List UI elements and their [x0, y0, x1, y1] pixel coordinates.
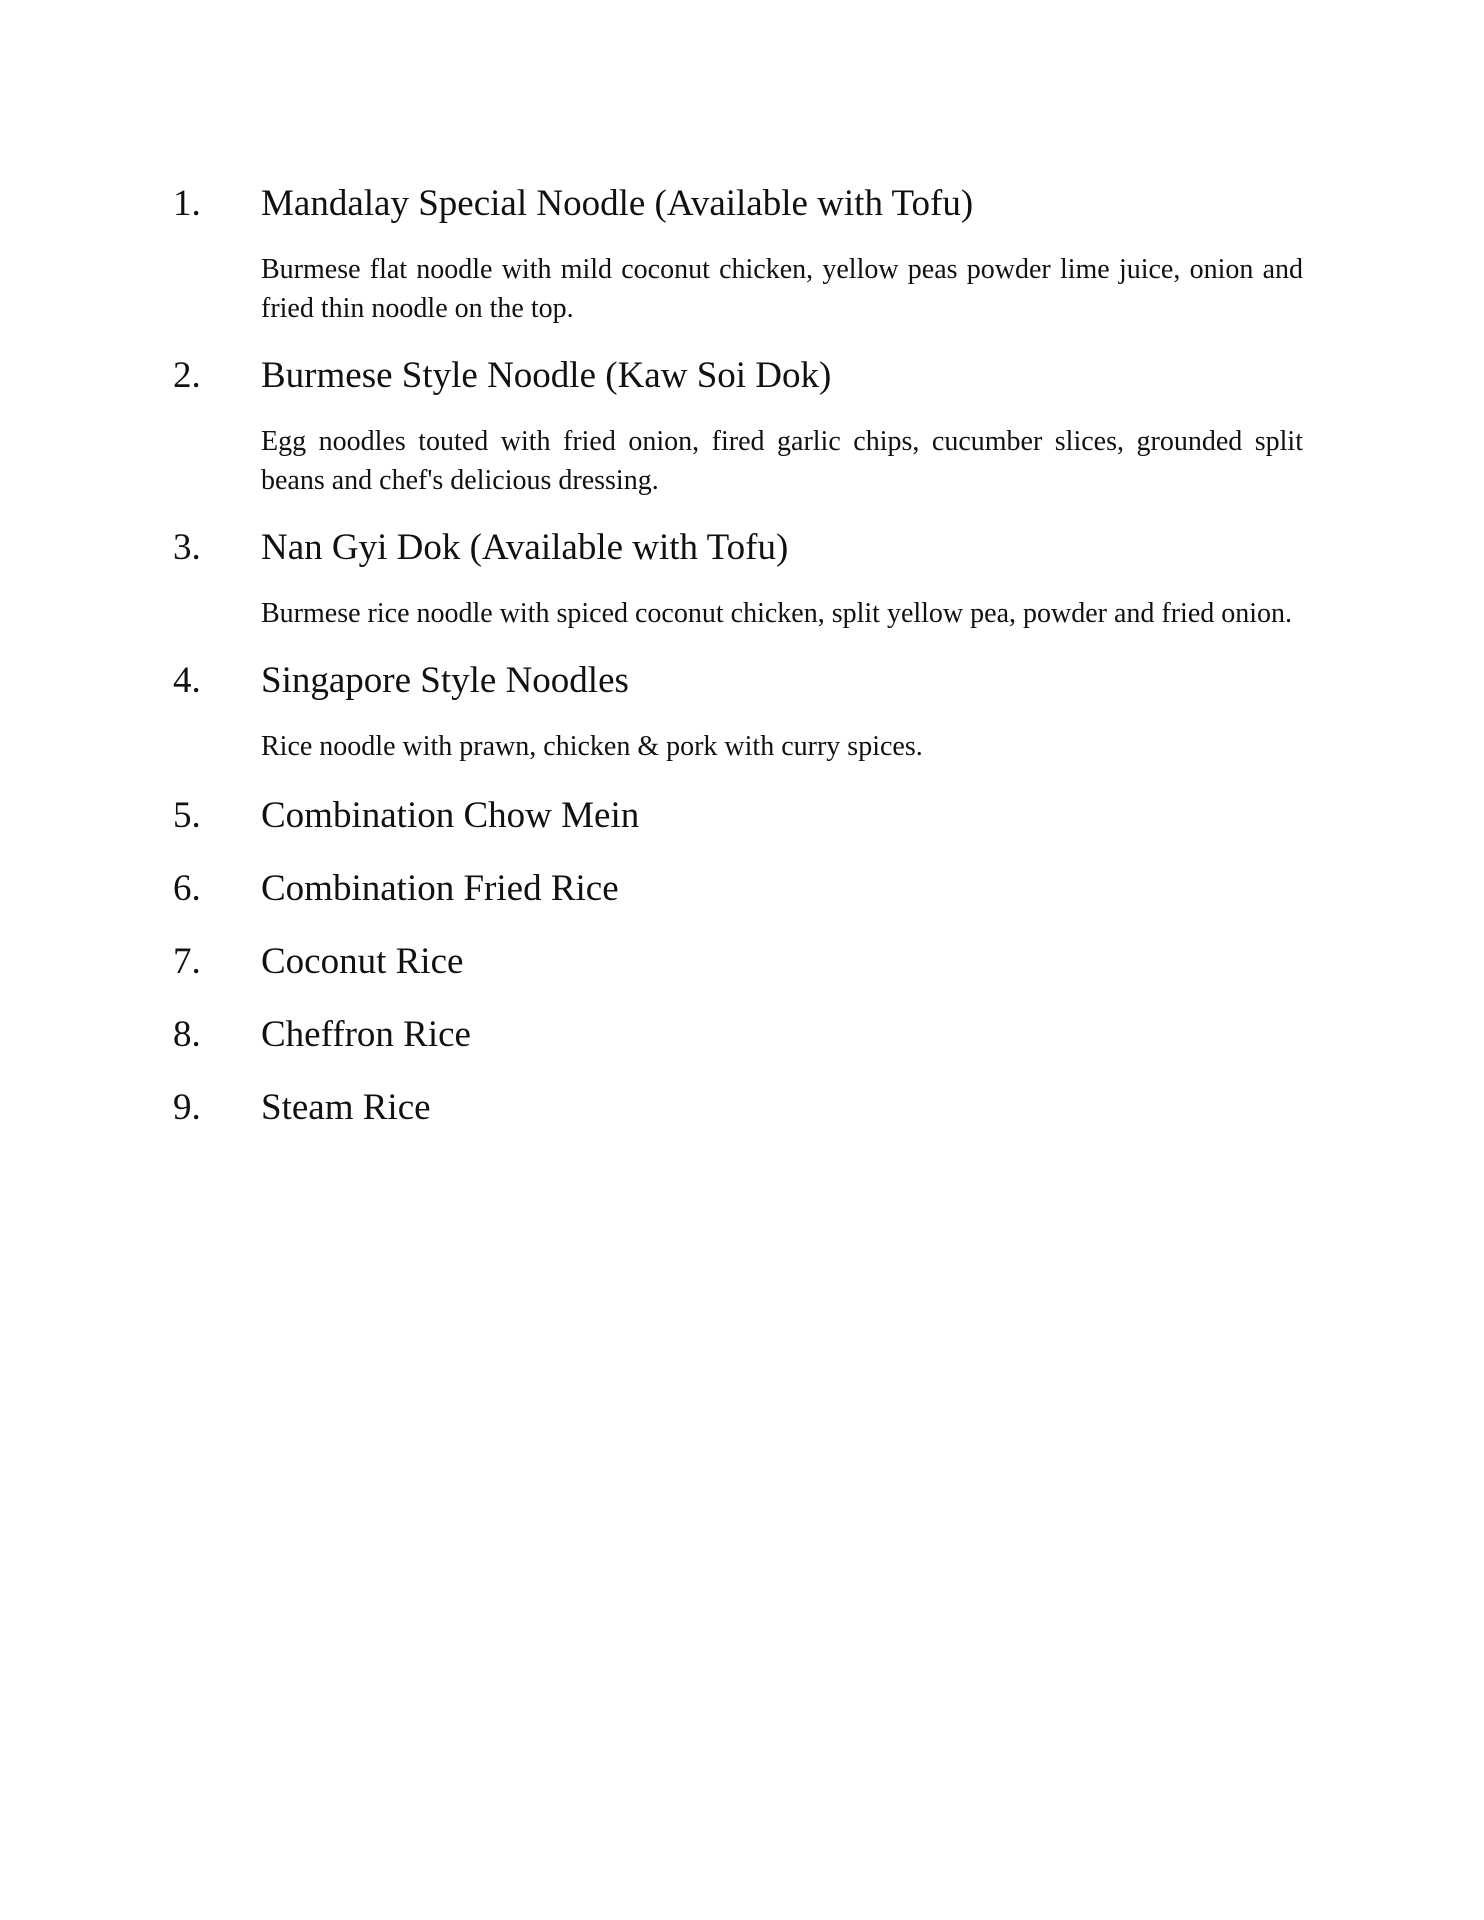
menu-item-title: Combination Fried Rice — [261, 868, 619, 909]
menu-item — [173, 354, 1303, 500]
menu-item-heading — [173, 659, 1303, 703]
menu-item-number: 6. — [173, 868, 201, 909]
menu-item — [173, 659, 1303, 766]
menu-item-heading — [173, 1086, 1303, 1130]
menu-item-title: Combination Chow Mein — [261, 795, 640, 836]
menu-item — [173, 526, 1303, 633]
menu-item-heading — [173, 794, 1303, 838]
menu-item — [173, 1086, 1303, 1130]
menu-item-number: 4. — [173, 660, 201, 701]
menu-item-title: Mandalay Special Noodle (Available with Tofu) — [261, 183, 974, 224]
menu-item — [173, 867, 1303, 911]
menu-item-description: Rice noodle with prawn, chicken & pork with curry spices. — [261, 731, 923, 762]
menu-item-number: 5. — [173, 795, 201, 836]
menu-item — [173, 182, 1303, 328]
menu-item — [173, 1013, 1303, 1057]
menu-item-title: Steam Rice — [261, 1087, 431, 1128]
menu-item-title: Coconut Rice — [261, 941, 464, 982]
menu-list — [173, 182, 1303, 1159]
menu-item-heading — [173, 1013, 1303, 1057]
menu-item — [173, 940, 1303, 984]
menu-item-description: Burmese rice noodle with spiced coconut chicken, split yellow pea, powder and fried onion. — [261, 598, 1293, 629]
menu-item-number: 2. — [173, 355, 201, 396]
menu-item-heading — [173, 867, 1303, 911]
menu-item-description: Burmese flat noodle with mild coconut chicken, yellow peas powder lime juice, onion and fried thin noodle on the top. — [261, 254, 1303, 324]
menu-item-heading — [173, 940, 1303, 984]
menu-item-heading — [173, 182, 1303, 226]
menu-item-number: 1. — [173, 183, 201, 224]
menu-item-title: Cheffron Rice — [261, 1014, 471, 1055]
menu-item-title: Burmese Style Noodle (Kaw Soi Dok) — [261, 355, 832, 396]
menu-item — [173, 794, 1303, 838]
menu-item-number: 9. — [173, 1087, 201, 1128]
menu-item-number: 8. — [173, 1014, 201, 1055]
menu-item-number: 7. — [173, 941, 201, 982]
menu-item-description: Egg noodles touted with fried onion, fired garlic chips, cucumber slices, grounded split beans and chef's delicious dressing. — [261, 426, 1303, 496]
menu-item-title: Singapore Style Noodles — [261, 660, 629, 701]
menu-item-number: 3. — [173, 527, 201, 568]
menu-item-heading — [173, 526, 1303, 570]
menu-item-heading — [173, 354, 1303, 398]
menu-item-title: Nan Gyi Dok (Available with Tofu) — [261, 527, 789, 568]
